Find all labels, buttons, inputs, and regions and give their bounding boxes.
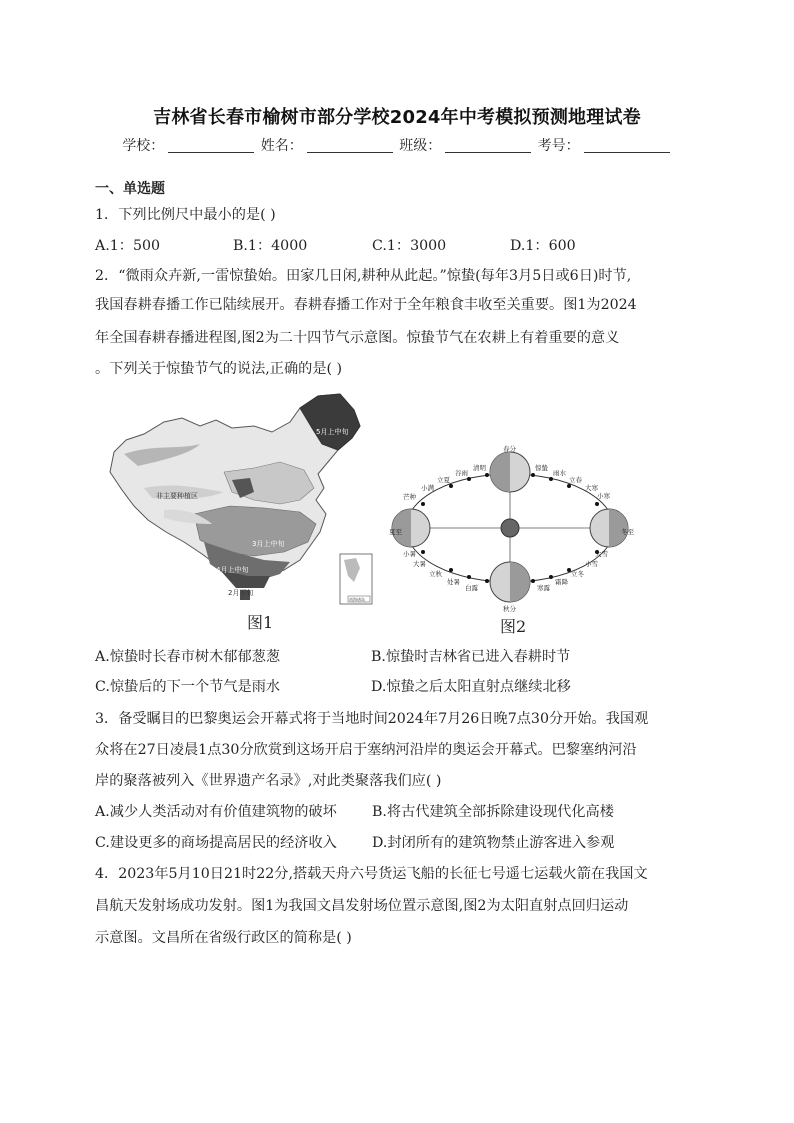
exam-no-label: 考号： [537, 138, 580, 154]
term-chushu: 处暑 [447, 578, 460, 586]
q2-stem-line-1: 2．“微雨众卉新,一雷惊蛰始。田家几日闲,耕种从此起。”惊蛰(每年3月5日或6日)时节, [95, 268, 632, 284]
q2-option-b[interactable]: B.惊蛰时吉林省已进入春耕时节 [371, 649, 571, 665]
map-label-non-planting: 非主要种植区 [156, 492, 198, 500]
figure-2-solar-terms [389, 442, 635, 612]
q3-option-a[interactable]: A.减少人类活动对有价值建筑物的破坏 [95, 804, 337, 820]
q1-option-d[interactable]: D.1：600 [510, 238, 576, 254]
q3-option-d[interactable]: D.封闭所有的建筑物禁止游客进入参观 [372, 835, 615, 851]
exam-no-blank[interactable] [584, 138, 670, 153]
term-jingzhe: 惊蛰 [535, 464, 548, 472]
term-lixia: 立夏 [437, 476, 450, 484]
figure-1-caption: 图1 [247, 613, 274, 632]
term-xiaohan: 小寒 [597, 492, 610, 500]
earth-autumn-equinox [490, 562, 530, 602]
map-label-march: 3月上中旬 [252, 540, 285, 548]
sun [501, 519, 519, 537]
class-label: 班级： [399, 138, 442, 154]
q1-stem: 1．下列比例尺中最小的是( ) [95, 207, 276, 223]
q2-stem-line-3: 年全国春耕春播进程图,图2为二十四节气示意图。惊蛰节气在农耕上有着重要的意义 [95, 330, 620, 346]
term-xiaoxue: 小雪 [585, 560, 598, 568]
q4-stem-line-3: 示意图。文昌所在省级行政区的简称是( ) [95, 930, 352, 946]
earth-spring-equinox [490, 452, 530, 492]
term-lidong: 立冬 [571, 570, 584, 578]
school-blank[interactable] [168, 138, 254, 153]
q2-stem-line-4: 。下列关于惊蛰节气的说法,正确的是( ) [95, 361, 343, 377]
section-title: 一、单选题 [95, 181, 165, 197]
term-mangzhong: 芒种 [403, 493, 416, 501]
map-label-may: 5月上中旬 [316, 428, 349, 436]
south-china-sea-inset [340, 554, 372, 604]
term-xiazhi: 夏至 [389, 528, 402, 536]
figure-1-china-map [104, 392, 380, 614]
term-xiaoshu: 小暑 [403, 550, 416, 558]
q4-stem-line-1: 4．2023年5月10日21时22分,搭载天舟六号货运飞船的长征七号遥七运载火箭在我国文 [95, 866, 648, 882]
q3-stem-line-3: 岸的聚落被列入《世界遗产名录》,对此类聚落我们应( ) [95, 773, 442, 789]
term-dongzhi: 冬至 [621, 528, 634, 536]
term-qiufen: 秋分 [503, 605, 516, 612]
term-dahan: 大寒 [585, 484, 598, 492]
exam-title: 吉林省长春市榆树市部分学校2024年中考模拟预测地理试卷 [153, 107, 641, 128]
term-bailu: 白露 [465, 584, 478, 592]
class-blank[interactable] [445, 138, 531, 153]
term-xiaoman: 小满 [421, 484, 434, 492]
q2-option-c[interactable]: C.惊蛰后的下一个节气是雨水 [95, 679, 281, 695]
inset-label: 南海诸岛 [349, 597, 365, 602]
term-lichun: 立春 [569, 476, 582, 484]
q2-option-d[interactable]: D.惊蛰之后太阳直射点继续北移 [371, 679, 571, 695]
school-label: 学校： [122, 138, 165, 154]
term-daxue: 大雪 [595, 550, 608, 558]
name-label: 姓名： [260, 138, 303, 154]
q1-option-a[interactable]: A.1：500 [95, 238, 161, 254]
q1-option-c[interactable]: C.1：3000 [372, 238, 447, 254]
term-hanlu: 寒露 [537, 584, 550, 592]
term-shuangjiang: 霜降 [555, 578, 568, 586]
term-qingming: 清明 [473, 464, 486, 472]
q3-option-c[interactable]: C.建设更多的商场提高居民的经济收入 [95, 835, 337, 851]
term-yushui: 雨水 [553, 469, 566, 477]
q2-option-a[interactable]: A.惊蛰时长春市树木郁郁葱葱 [95, 649, 281, 665]
term-guyu: 谷雨 [455, 469, 468, 477]
q3-option-b[interactable]: B.将古代建筑全部拆除建设现代化高楼 [372, 804, 614, 820]
figure-2-caption: 图2 [500, 617, 527, 636]
map-label-feb: 2月下旬 [228, 589, 254, 597]
q3-stem-line-2: 众将在27日凌晨1点30分欣赏到这场开启于塞纳河沿岸的奥运会开幕式。巴黎塞纳河沿 [95, 742, 637, 758]
term-chunfen: 春分 [503, 445, 516, 453]
name-blank[interactable] [307, 138, 393, 153]
q4-stem-line-2: 昌航天发射场成功发射。图1为我国文昌发射场位置示意图,图2为太阳直射点回归运动 [95, 898, 629, 914]
q3-stem-line-1: 3．备受瞩目的巴黎奥运会开幕式将于当地时间2024年7月26日晚7点30分开始。我国观 [95, 711, 649, 727]
term-dashu: 大暑 [413, 560, 426, 568]
q2-stem-line-2: 我国春耕春播工作已陆续展开。春耕春播工作对于全年粮食丰收至关重要。图1为2024 [95, 297, 637, 313]
term-liqiu: 立秋 [429, 570, 442, 578]
map-label-april: 4月上中旬 [216, 566, 249, 574]
q1-option-b[interactable]: B.1：4000 [233, 238, 308, 254]
student-info-line [0, 135, 794, 155]
